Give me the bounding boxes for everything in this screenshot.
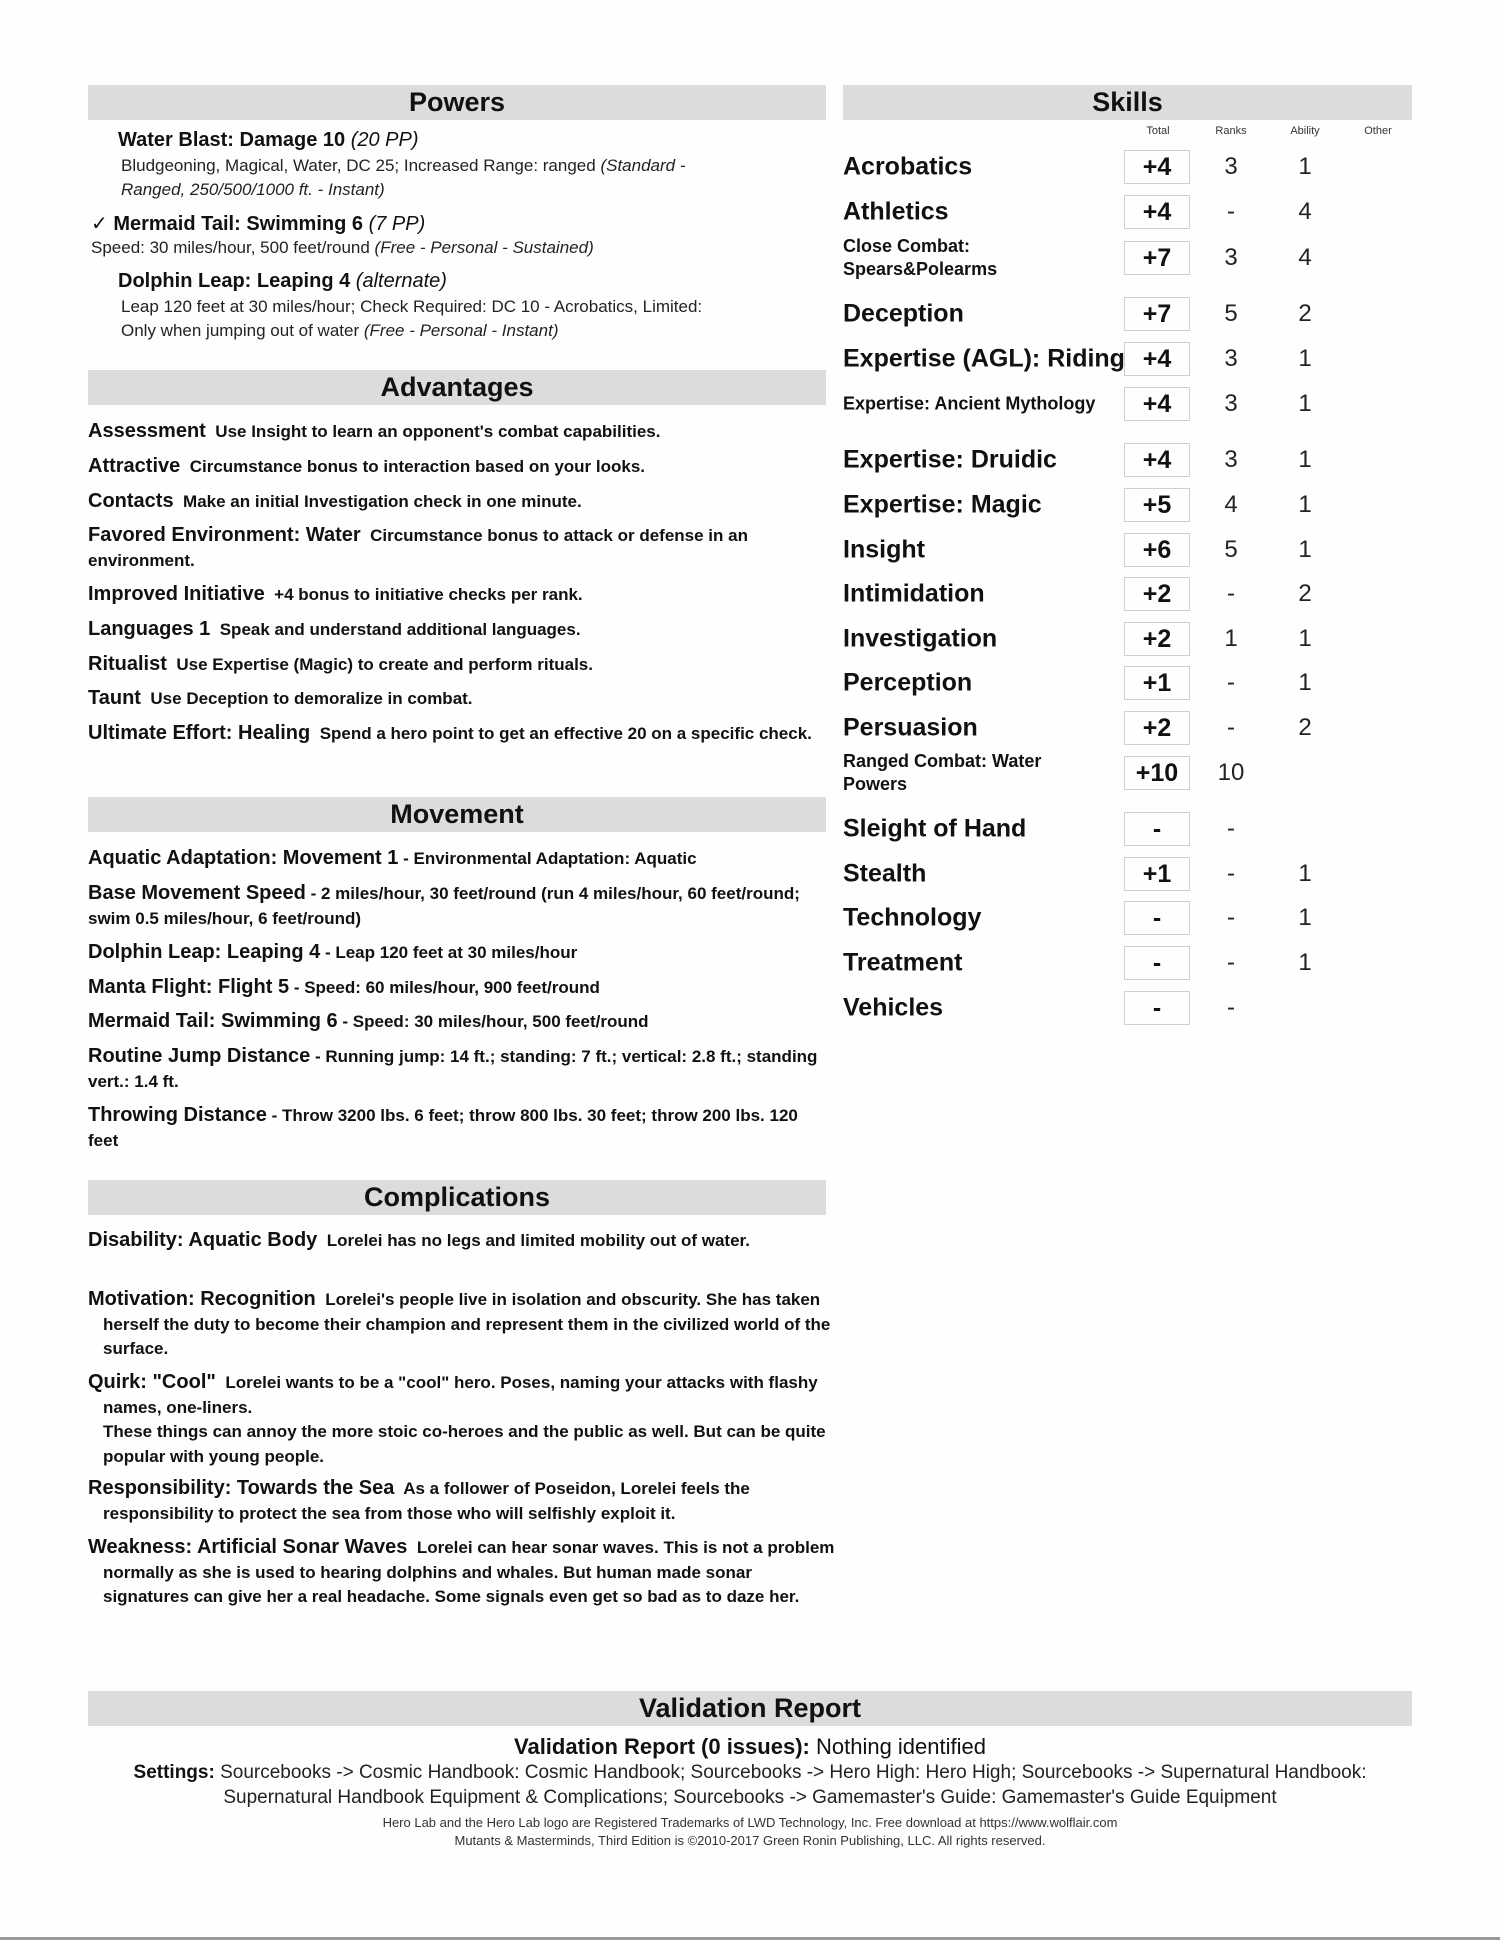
skill-row [843, 440, 1413, 480]
complications-header: Complications [88, 1180, 826, 1215]
skill-row [843, 485, 1413, 525]
advantages-header: Advantages [88, 370, 826, 405]
skill-ranks: - [1227, 714, 1235, 741]
col-header-total: Total [1146, 125, 1170, 137]
power-name: Dolphin Leap: Leaping 4 [118, 270, 351, 292]
skill-ranks: 1 [1224, 625, 1238, 652]
skill-row [843, 854, 1413, 894]
skill-ability: 1 [1298, 536, 1312, 563]
skill-ability: 4 [1298, 244, 1312, 271]
skill-ability: 2 [1298, 714, 1312, 741]
skill-total: - [1124, 946, 1190, 980]
skill-name: Expertise: Ancient Mythology [843, 393, 1096, 414]
skill-total: +2 [1124, 622, 1190, 656]
skill-ability: 1 [1298, 153, 1312, 180]
skill-total: - [1124, 901, 1190, 935]
skill-row [843, 339, 1413, 379]
skill-ability: 4 [1298, 198, 1312, 225]
skill-ability: 1 [1298, 860, 1312, 887]
skill-total: - [1124, 991, 1190, 1025]
power-cost: (alternate) [355, 270, 447, 292]
complication-item: Motivation: Recognition Lorelei's people live in isolation and obscurity. She has taken herself the duty to become their champion and represent them in the civilized world of the surface. [88, 1288, 831, 1358]
advantage-item: Improved Initiative +4 bonus to initiative checks per rank. [88, 583, 583, 605]
power-title [118, 270, 447, 293]
advantage-item: Taunt Use Deception to demoralize in combat. [88, 687, 473, 709]
skill-name: Persuasion [843, 713, 978, 742]
power-title [118, 129, 419, 152]
advantage-item: Favored Environment: Water Circumstance bonus to attack or defense in an environment. [88, 524, 748, 570]
advantage-item: Ritualist Use Expertise (Magic) to create and perform rituals. [88, 653, 593, 675]
skill-ability: 1 [1298, 345, 1312, 372]
movement-item: Aquatic Adaptation: Movement 1 - Environmental Adaptation: Aquatic [88, 847, 697, 869]
skill-name: Vehicles [843, 993, 944, 1022]
power-name: Mermaid Tail: Swimming 6 [113, 213, 364, 235]
skill-total: +7 [1124, 241, 1190, 275]
skill-ability: 1 [1298, 446, 1312, 473]
skill-name: Expertise: Druidic [843, 445, 1057, 474]
movement-header: Movement [88, 797, 826, 832]
skills-header: Skills [843, 85, 1412, 120]
complication-item: Weakness: Artificial Sonar Waves Lorelei can hear sonar waves. This is not a problem normally as she is used to hearing dolphins and whales. But human made sonar signatures can give her a real headache. Some signals even get so bad as to daze her. [88, 1536, 835, 1606]
skill-row [843, 574, 1413, 614]
skill-ranks: - [1227, 904, 1235, 931]
skill-ranks: 3 [1224, 390, 1238, 417]
skill-row [843, 619, 1413, 659]
skill-ranks: 3 [1224, 153, 1238, 180]
complication-item: Responsibility: Towards the Sea As a follower of Poseidon, Lorelei feels the responsibility to protect the sea from those who will selfishly exploit it. [88, 1477, 750, 1523]
power-cost: (7 PP) [368, 213, 426, 235]
col-header-other: Other [1364, 125, 1392, 137]
skill-name: Close Combat: Spears&Polearms [843, 236, 998, 279]
skill-name: Perception [843, 668, 973, 697]
skill-name: Insight [843, 535, 925, 564]
advantage-item: Contacts Make an initial Investigation check in one minute. [88, 490, 582, 512]
skill-total: +2 [1124, 577, 1190, 611]
movement-item: Throwing Distance - Throw 3200 lbs. 6 feet; throw 800 lbs. 30 feet; throw 200 lbs. 120 feet [88, 1104, 798, 1150]
skill-row [843, 147, 1413, 187]
movement-item: Dolphin Leap: Leaping 4 - Leap 120 feet at 30 miles/hour [88, 941, 578, 963]
skill-ranks: - [1227, 994, 1235, 1021]
skill-row [843, 530, 1413, 570]
skill-row [843, 753, 1413, 793]
skill-name: Technology [843, 903, 982, 932]
power-name: Water Blast: Damage 10 [118, 129, 346, 151]
advantage-item: Attractive Circumstance bonus to interaction based on your looks. [88, 455, 646, 477]
skill-name: Investigation [843, 624, 998, 653]
skill-total: +7 [1124, 297, 1190, 331]
skill-ability: 2 [1298, 300, 1312, 327]
skill-ability: 1 [1298, 625, 1312, 652]
col-header-ability: Ability [1290, 125, 1320, 137]
skill-ranks: - [1227, 580, 1235, 607]
skill-name: Expertise: Magic [843, 490, 1042, 519]
skill-total: +2 [1124, 711, 1190, 745]
skill-ranks: 4 [1224, 491, 1238, 518]
skill-name: Intimidation [843, 579, 985, 608]
check-icon: ✓ [91, 213, 108, 235]
skill-ability: 1 [1298, 949, 1312, 976]
skill-ranks: - [1227, 669, 1235, 696]
skill-total: +4 [1124, 342, 1190, 376]
skill-row [843, 809, 1413, 849]
skill-name: Stealth [843, 859, 927, 888]
movement-item: Routine Jump Distance - Running jump: 14 ft.; standing: 7 ft.; vertical: 2.8 ft.; standing vert.: 1.4 ft. [88, 1045, 818, 1091]
advantage-item: Assessment Use Insight to learn an opponent's combat capabilities. [88, 420, 661, 442]
movement-item: Manta Flight: Flight 5 - Speed: 60 miles/hour, 900 feet/round [88, 976, 600, 998]
skill-ranks: 5 [1224, 536, 1238, 563]
skill-name: Deception [843, 299, 964, 328]
power-desc: Speed: 30 miles/hour, 500 feet/round (Free - Personal - Sustained) [91, 238, 594, 257]
skill-ranks: 3 [1224, 446, 1238, 473]
skill-row [843, 988, 1413, 1028]
skill-row [843, 943, 1413, 983]
skill-ability: 1 [1298, 390, 1312, 417]
skill-total: +6 [1124, 533, 1190, 567]
skill-total: +4 [1124, 387, 1190, 421]
skill-total: +4 [1124, 150, 1190, 184]
validation-header: Validation Report [88, 1691, 1412, 1726]
power-cost: (20 PP) [350, 129, 419, 151]
skill-name: Sleight of Hand [843, 814, 1027, 843]
skill-total: +1 [1124, 666, 1190, 700]
skill-ranks: 5 [1224, 300, 1238, 327]
skill-ability: 1 [1298, 669, 1312, 696]
skill-total: +1 [1124, 857, 1190, 891]
movement-item: Base Movement Speed - 2 miles/hour, 30 feet/round (run 4 miles/hour, 60 feet/round; swim 0.5 miles/hour, 6 feet/round) [88, 882, 800, 928]
footer-trademark: Hero Lab and the Hero Lab logo are Registered Trademarks of LWD Technology, Inc. Free download at https://www.wolflair.com Mutants & Masterminds, Third Edition is ©2010-2017 Green Ronin Publishing, LLC. All rights reserved. [382, 1815, 1118, 1848]
skill-row [843, 708, 1413, 748]
skill-ranks: - [1227, 198, 1235, 225]
skill-row [843, 898, 1413, 938]
power-title [91, 211, 425, 236]
skill-name: Treatment [843, 948, 963, 977]
skill-row [843, 663, 1413, 703]
skill-total: +4 [1124, 195, 1190, 229]
advantage-item: Ultimate Effort: Healing Spend a hero point to get an effective 20 on a specific check. [88, 722, 812, 744]
validation-settings: Settings: Sourcebooks -> Cosmic Handbook: Cosmic Handbook; Sourcebooks -> Hero High: Hero High; Sourcebooks -> Supernatural Handbook: Supernatural Handbook Equipment & Complications; Sourcebooks -> Gamemaster's Guide: Gamemaster's Guide Equipment [133, 1762, 1367, 1808]
skill-ranks: - [1227, 860, 1235, 887]
skill-ranks: - [1227, 949, 1235, 976]
complication-item: Quirk: "Cool" Lorelei wants to be a "cool" hero. Poses, naming your attacks with flashy names, one-liners. These things can annoy the more stoic co-heroes and the public as well. But can be quite popular with young people. [88, 1371, 826, 1466]
power-desc: Bludgeoning, Magical, Water, DC 25; Increased Range: ranged (Standard - Ranged, 250/500/1000 ft. - Instant) [121, 156, 686, 199]
skill-total: +10 [1124, 756, 1190, 790]
complication-item: Disability: Aquatic Body Lorelei has no legs and limited mobility out of water. [88, 1229, 750, 1251]
skill-ranks: 3 [1224, 244, 1238, 271]
skill-total: +4 [1124, 443, 1190, 477]
skill-name: Athletics [843, 197, 949, 226]
skill-name: Ranged Combat: Water Powers [843, 751, 1042, 794]
advantage-item: Languages 1 Speak and understand additional languages. [88, 618, 581, 640]
skill-ranks: 10 [1217, 759, 1245, 786]
skill-total: - [1124, 812, 1190, 846]
power-desc: Leap 120 feet at 30 miles/hour; Check Required: DC 10 - Acrobatics, Limited: Only when jumping out of water (Free - Personal - Instant) [121, 297, 703, 340]
validation-report-line: Validation Report (0 issues): Nothing identified [514, 1734, 986, 1759]
skill-row [843, 294, 1413, 334]
skill-ability: 2 [1298, 580, 1312, 607]
skill-name: Acrobatics [843, 152, 973, 181]
skill-ability: 1 [1298, 491, 1312, 518]
skill-ranks: 3 [1224, 345, 1238, 372]
col-header-ranks: Ranks [1215, 125, 1247, 137]
skill-ranks: - [1227, 815, 1235, 842]
skill-name: Expertise (AGL): Riding [843, 344, 1125, 373]
powers-header: Powers [88, 85, 826, 120]
skill-ability: 1 [1298, 904, 1312, 931]
skill-total: +5 [1124, 488, 1190, 522]
skill-row [843, 238, 1413, 278]
skill-row [843, 192, 1413, 232]
skill-row [843, 384, 1413, 424]
movement-item: Mermaid Tail: Swimming 6 - Speed: 30 miles/hour, 500 feet/round [88, 1010, 649, 1032]
